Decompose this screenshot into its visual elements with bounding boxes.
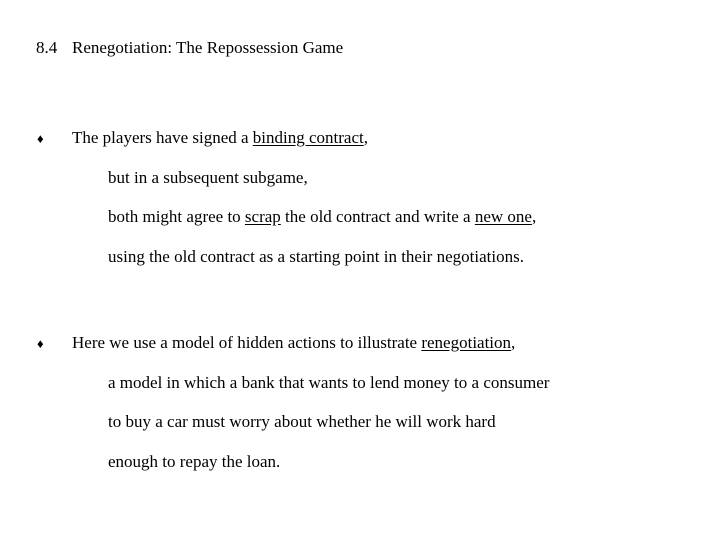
bullet2-line4: enough to repay the loan. (108, 452, 281, 471)
bullet1-line1 (72, 128, 368, 148)
bullet2-line1 (72, 333, 515, 353)
diamond-bullet-icon: ♦ (37, 336, 44, 351)
diamond-bullet-icon: ♦ (37, 131, 44, 146)
bullet1-line1-prefix: The players have signed a (72, 128, 253, 147)
term-scrap: scrap (244, 207, 281, 226)
bullet1-line3 (108, 207, 536, 227)
bullet1-line3-suffix: , (531, 207, 537, 226)
term-renegotiation: renegotiation (421, 333, 512, 352)
bullet1-line3-prefix: both might agree to (108, 207, 245, 226)
term-binding-contract: binding contract (252, 128, 364, 147)
bullet2-line2: a model in which a bank that wants to lend money to a consumer (108, 373, 550, 392)
bullet1-line2: but in a subsequent subgame, (108, 168, 308, 187)
section-number: 8.4 (36, 38, 58, 57)
bullet2-line1-prefix: Here we use a model of hidden actions to illustrate (72, 333, 422, 352)
bullet2-line3: to buy a car must worry about whether he will work hard (108, 412, 496, 431)
slide-title: Renegotiation: The Repossession Game (72, 38, 344, 57)
bullet1-line3-middle: the old contract and write a (280, 207, 475, 226)
term-new-one: new one (474, 207, 532, 226)
bullet1-line4: using the old contract as a starting point in their negotiations. (108, 247, 524, 266)
bullet1-line1-suffix: , (363, 128, 368, 147)
bullet2-line1-suffix: , (511, 333, 516, 352)
